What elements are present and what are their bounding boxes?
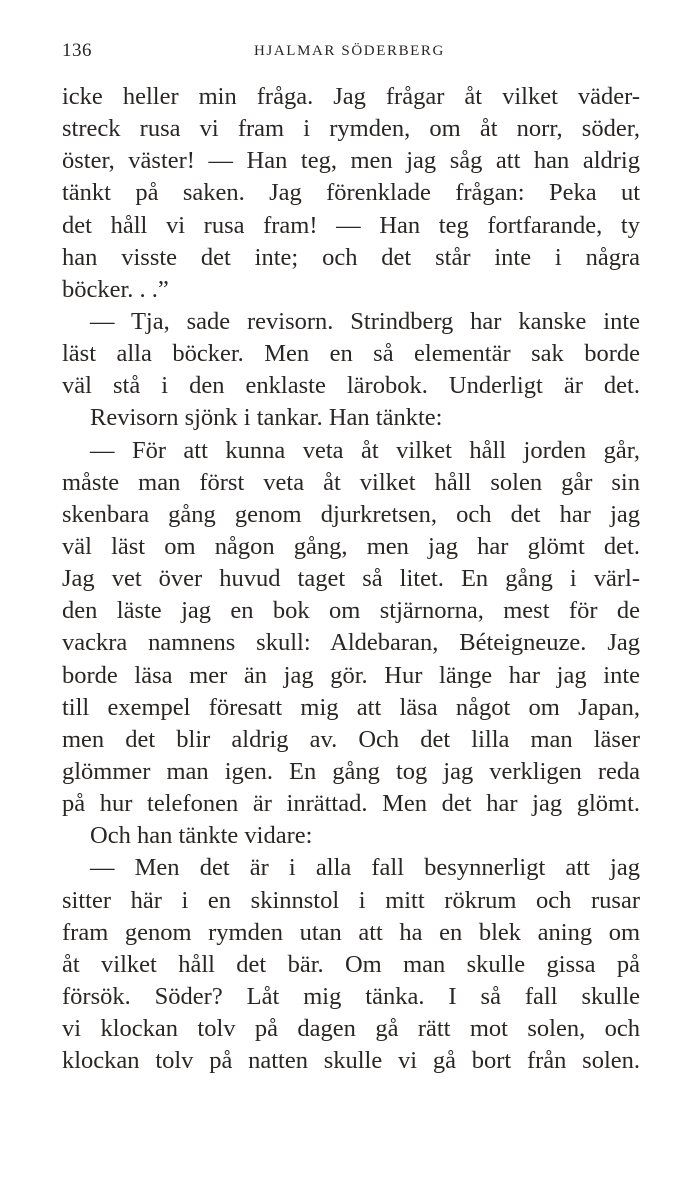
text-line: väl stå i den enklaste lärobok. Underligt är det. bbox=[62, 372, 640, 400]
text-line: det håll vi rusa fram! — Han teg fortfarande, ty bbox=[62, 211, 640, 239]
text-line: Revisorn sjönk i tankar. Han tänkte: bbox=[90, 404, 443, 432]
text-line: fram genom rymden utan att ha en blek aning om bbox=[62, 918, 640, 946]
text-line: böcker. . .” bbox=[62, 275, 169, 303]
running-head: HJALMAR SÖDERBERG bbox=[254, 43, 445, 59]
text-line: vackra namnens skull: Aldebaran, Béteigneuze. Jag bbox=[62, 629, 640, 657]
text-line: skenbara gång genom djurkretsen, och det har jag bbox=[62, 500, 640, 528]
text-line: måste man först veta åt vilket håll solen går sin bbox=[62, 468, 640, 496]
page-number: 136 bbox=[62, 40, 92, 61]
text-line: på hur telefonen är inrättad. Men det har jag glömt. bbox=[62, 790, 640, 818]
text-line: — För att kunna veta åt vilket håll jorden går, bbox=[90, 436, 640, 464]
text-line: icke heller min fråga. Jag frågar åt vilket väder- bbox=[62, 83, 640, 110]
text-line: tänkt på saken. Jag förenklade frågan: Peka ut bbox=[62, 179, 640, 207]
text-line: streck rusa vi fram i rymden, om åt norr, söder, bbox=[62, 115, 640, 143]
text-line: klockan tolv på natten skulle vi gå bort från solen. bbox=[62, 1047, 640, 1075]
text-line: han visste det inte; och det står inte i några bbox=[62, 243, 640, 271]
text-line: glömmer man igen. En gång tog jag verkligen reda bbox=[62, 757, 640, 785]
text-line: väl läst om någon gång, men jag har glömt det. bbox=[62, 532, 640, 560]
text-line: öster, väster! — Han teg, men jag såg att han aldrig bbox=[62, 147, 640, 175]
text-line: men det blir aldrig av. Och det lilla man läser bbox=[62, 725, 640, 753]
text-line: Jag vet över huvud taget så litet. En gång i värl- bbox=[62, 565, 640, 593]
body-text bbox=[62, 81, 640, 1077]
text-line: Och han tänkte vidare: bbox=[90, 822, 313, 850]
text-line: — Tja, sade revisorn. Strindberg har kanske inte bbox=[90, 307, 640, 335]
text-line: vi klockan tolv på dagen gå rätt mot solen, och bbox=[62, 1015, 640, 1043]
text-line: sitter här i en skinnstol i mitt rökrum och rusar bbox=[62, 886, 640, 914]
text-line: läst alla böcker. Men en så elementär sak borde bbox=[62, 340, 640, 368]
text-line: försök. Söder? Låt mig tänka. I så fall skulle bbox=[62, 982, 640, 1010]
text-line: åt vilket håll det bär. Om man skulle gissa på bbox=[62, 950, 640, 978]
text-line: den läste jag en bok om stjärnorna, mest för de bbox=[62, 597, 640, 625]
text-line: till exempel föresatt mig att läsa något om Japan, bbox=[62, 693, 640, 721]
page-header bbox=[62, 40, 642, 66]
text-line: borde läsa mer än jag gör. Hur länge har jag inte bbox=[62, 661, 640, 689]
text-line: — Men det är i alla fall besynnerligt att jag bbox=[90, 854, 640, 882]
